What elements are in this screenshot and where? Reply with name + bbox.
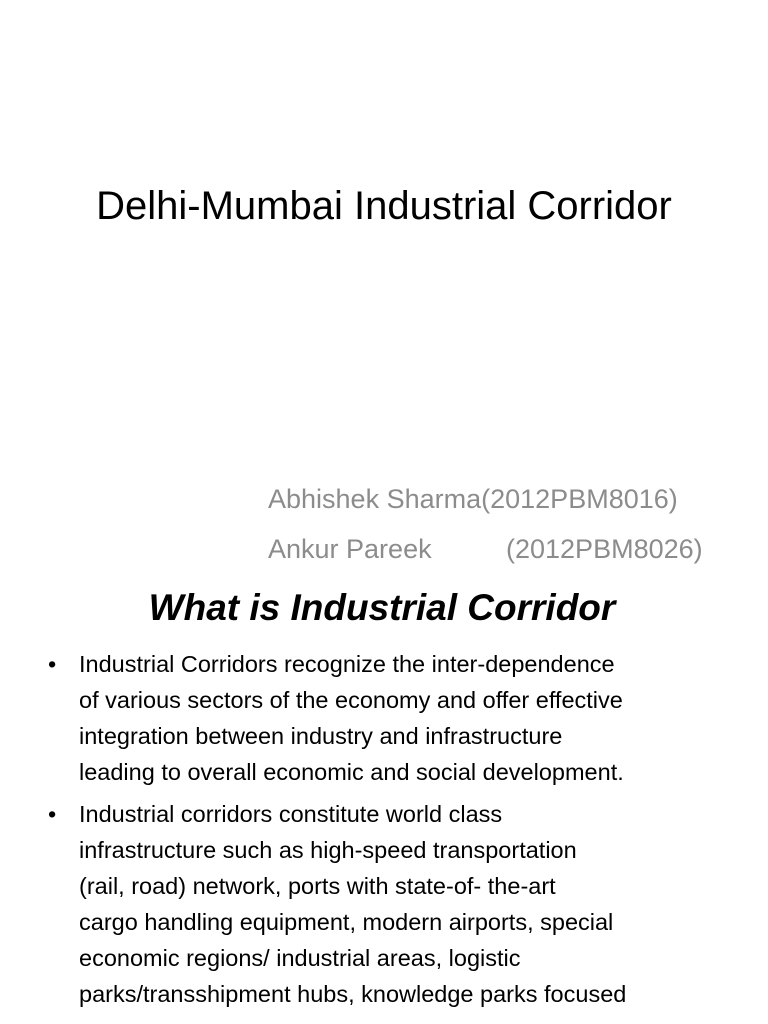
bullet-item <box>46 646 736 790</box>
author-name: Abhishek Sharma <box>268 484 482 514</box>
content-slide <box>0 576 768 1024</box>
bullet-text-line: Industrial corridors constitute world class <box>79 801 503 827</box>
bullet-item <box>46 796 736 1012</box>
bullet-text-line: parks/transshipment hubs, knowledge parks focused <box>79 981 627 1007</box>
bullet-text-line: Industrial Corridors recognize the inter-dependence <box>79 651 615 677</box>
author-entry <box>268 524 703 574</box>
bullet-icon: • <box>48 651 57 677</box>
author-list <box>268 474 703 574</box>
author-id: (2012PBM8016) <box>481 484 678 514</box>
bullet-icon: • <box>48 801 57 827</box>
author-id: (2012PBM8026) <box>506 534 703 564</box>
bullet-text-line: cargo handling equipment, modern airports, special <box>79 909 614 935</box>
author-entry <box>268 474 703 524</box>
author-name: Ankur Pareek <box>268 534 432 564</box>
bullet-text-line: economic regions/ industrial areas, logistic <box>79 945 521 971</box>
slide-title: Delhi-Mumbai Industrial Corridor <box>96 184 672 228</box>
bullet-text-line: infrastructure such as high-speed transportation <box>79 837 577 863</box>
slide-heading: What is Industrial Corridor <box>148 587 616 628</box>
bullet-text-line: (rail, road) network, ports with state-of- the-art <box>79 873 556 899</box>
bullet-list <box>46 646 736 1018</box>
bullet-text-line: integration between industry and infrastructure <box>79 723 563 749</box>
bullet-text-line: leading to overall economic and social development. <box>79 759 624 785</box>
bullet-text-line: of various sectors of the economy and offer effective <box>79 687 623 713</box>
